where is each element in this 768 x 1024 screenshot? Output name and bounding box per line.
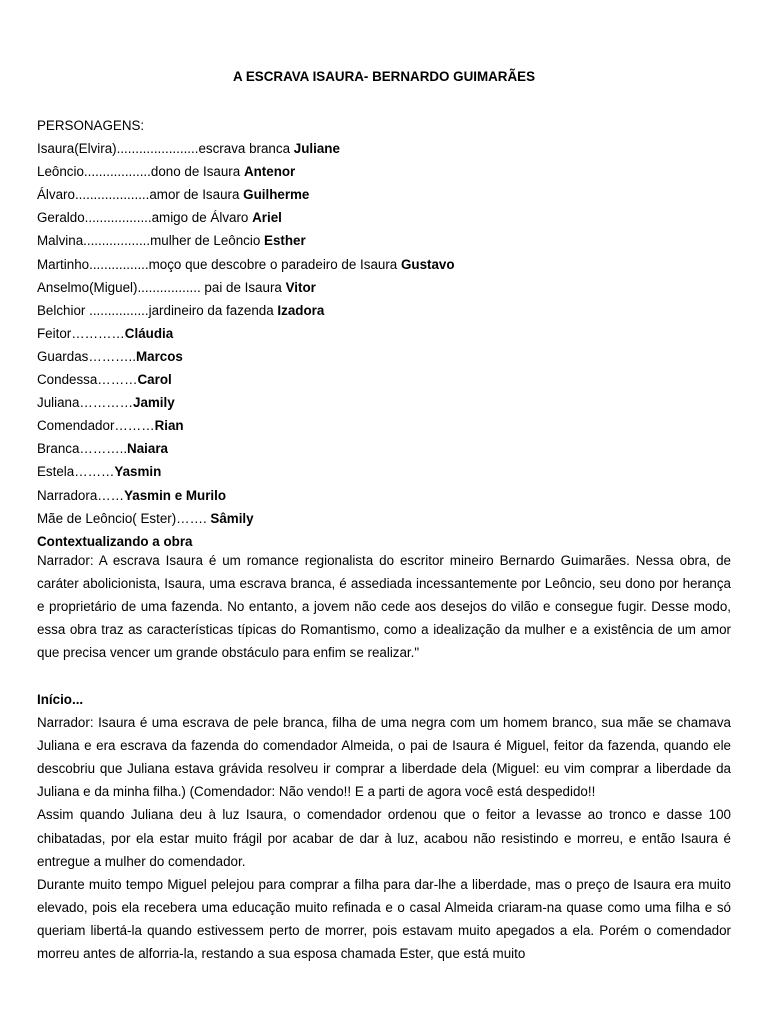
- cast-actor: Marcos: [135, 348, 183, 364]
- cast-item: [37, 368, 731, 391]
- cast-role: Geraldo..................amigo de Álvaro: [37, 210, 253, 226]
- cast-item: [37, 253, 731, 276]
- cast-actor: Naiara: [127, 441, 168, 457]
- document-page: [37, 0, 731, 1024]
- cast-actor: Izadora: [277, 302, 325, 318]
- cast-role: Guardas………..: [37, 348, 136, 364]
- cast-item: [37, 276, 731, 299]
- cast-role: Isaura(Elvira)......................escrava branca: [37, 141, 294, 157]
- cast-item: [37, 414, 731, 437]
- cast-role: Malvina..................mulher de Leôncio: [37, 233, 265, 249]
- cast-actor: Rian: [154, 418, 184, 434]
- cast-item: [37, 345, 731, 368]
- cast-item: [37, 160, 731, 183]
- cast-actor: Antenor: [243, 164, 296, 180]
- cast-role: Estela………: [37, 464, 115, 480]
- cast-item: [37, 460, 731, 483]
- cast-role: Álvaro....................amor de Isaura: [37, 187, 244, 203]
- cast-role: Feitor…………: [37, 325, 125, 341]
- context-heading: Contextualizando a obra: [37, 533, 193, 549]
- cast-role: Anselmo(Miguel)................. pai de Isaura: [37, 279, 286, 295]
- cast-actor: Juliane: [293, 141, 340, 157]
- context-paragraph: Narrador: A escrava Isaura é um romance regionalista do escritor mineiro Bernardo Guimarães. Nessa obra, de caráter abolicionista, Isaura, uma escrava branca, é assediada incessantemente por Leôncio, seu dono por herança e proprietário de uma fazenda. No entanto, a jovem não cede aos desejos do vilão e consegue fugir. Desse modo, essa obra traz as características típicas do Romantismo, como a idealização da mulher e a existência de um amor que precisa vencer um grande obstáculo para enfim se realizar.": [37, 553, 731, 661]
- cast-item: [37, 299, 731, 322]
- cast-role: Condessa………: [37, 372, 138, 388]
- cast-role: Narradora……: [37, 487, 125, 503]
- cast-actor: Jamily: [133, 395, 175, 411]
- cast-role: Mãe de Leôncio( Ester)…….: [37, 510, 211, 526]
- cast-item: [37, 391, 731, 414]
- cast-actor: Cláudia: [124, 325, 174, 341]
- cast-actor: Esther: [264, 233, 306, 249]
- cast-role: Branca………..: [37, 441, 128, 457]
- cast-actor: Ariel: [252, 210, 282, 226]
- cast-item: [37, 183, 731, 206]
- inicio-paragraph: Assim quando Juliana deu à luz Isaura, o comendador ordenou que o feitor a levasse ao tronco e dasse 100 chibatadas, por ela estar muito frágil por acabar de dar à luz, acabou não resistindo e morreu, e então Isaura é entregue a mulher do comendador.: [37, 807, 731, 869]
- inicio-paragraph: Narrador: Isaura é uma escrava de pele branca, filha de uma negra com um homem branco, sua mãe se chamava Juliana e era escrava da fazenda do comendador Almeida, o pai de Isaura é Miguel, feitor da fazenda, quando ele descobriu que Juliana estava grávida resolveu ir comprar a liberdade dela (Miguel: eu vim comprar a liberdade da Juliana e da minha filha.) (Comendador: Não vendo!! E a parti de agora você está despedido!!: [37, 715, 731, 800]
- cast-item: [37, 322, 731, 345]
- cast-actor: Gustavo: [400, 256, 455, 272]
- cast-role: Martinho................moço que descobre o paradeiro de Isaura: [37, 256, 401, 272]
- inicio-heading: Início...: [37, 692, 84, 707]
- cast-item: [37, 229, 731, 252]
- cast-item: [37, 507, 731, 530]
- cast-list: [37, 114, 731, 553]
- cast-item: [37, 484, 731, 507]
- cast-role: Comendador………: [37, 418, 155, 434]
- cast-actor: Sâmily: [210, 510, 254, 526]
- cast-item: [37, 437, 731, 460]
- cast-actor: Carol: [137, 372, 172, 388]
- cast-heading: PERSONAGENS:: [37, 118, 145, 133]
- cast-item: [37, 137, 731, 160]
- inicio-section: [37, 688, 731, 965]
- inicio-paragraph: Durante muito tempo Miguel pelejou para comprar a filha para dar-lhe a liberdade, mas o preço de Isaura era muito elevado, pois ela recebera uma educação muito refinada e o casal Almeida criaram-na quase como uma filha e só queriam libertá-la quando estivessem perto de morrer, pois estavam muito apegados a ela. Porém o comendador morreu antes de alforria-la, restando a sua esposa chamada Ester, que está muito: [37, 876, 731, 962]
- cast-actor: Yasmin: [114, 464, 162, 480]
- cast-actor: Guilherme: [243, 187, 310, 203]
- cast-role: Belchior ................jardineiro da fazenda: [37, 302, 278, 318]
- cast-role: Juliana…………: [37, 395, 133, 411]
- document-title: A ESCRAVA ISAURA- BERNARDO GUIMARÃES: [232, 69, 536, 84]
- cast-actor: Vitor: [285, 279, 316, 295]
- cast-item: [37, 206, 731, 229]
- context-section: [37, 549, 731, 664]
- cast-actor: Yasmin e Murilo: [124, 487, 227, 503]
- cast-role: Leôncio..................dono de Isaura: [37, 164, 244, 180]
